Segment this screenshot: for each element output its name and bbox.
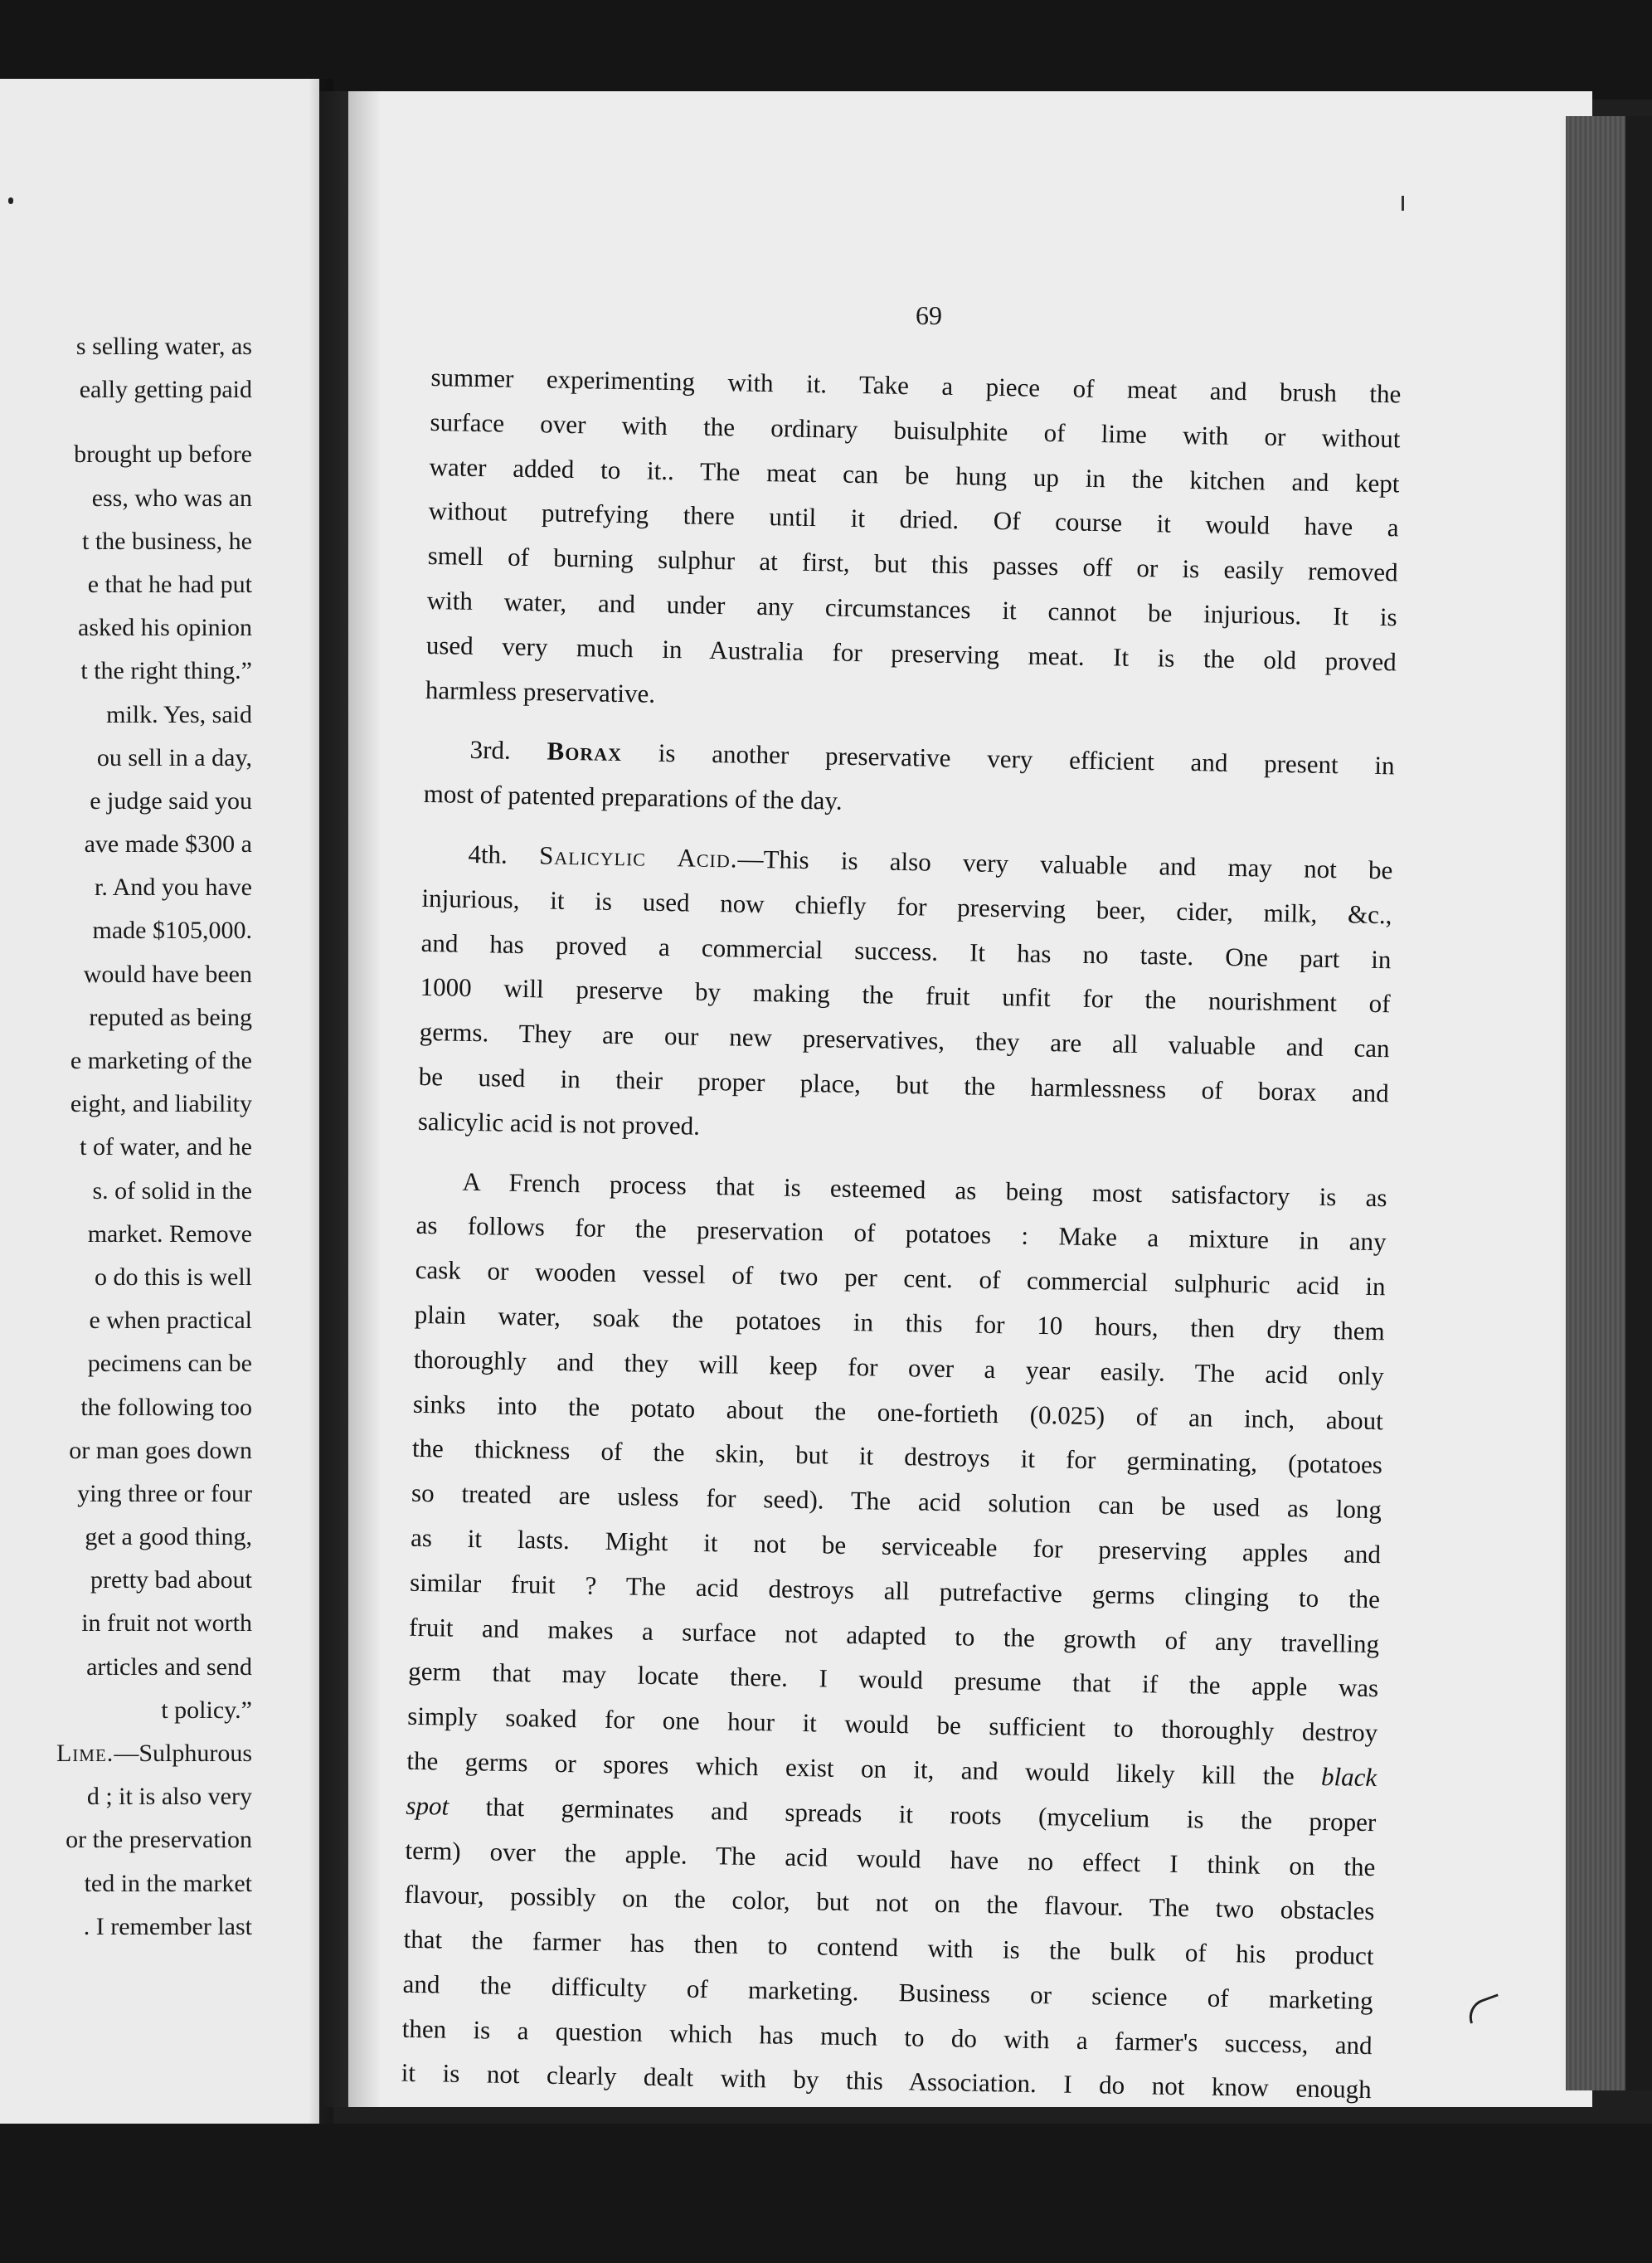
text-line: germ that may locate there. I would presume that if the apple was [408,1657,1379,1703]
text-line: harmless preservative. [425,674,656,708]
text-fragment: the germs or spores which exist on it, and would likely kill the [406,1745,1295,1791]
text-line: cask or wooden vessel of two per cent. of commercial sulphuric acid in [415,1254,1386,1302]
text-line: in fruit not worth [81,1609,252,1638]
text-fragment: that germinates and spreads it roots (mycelium is the proper [485,1792,1377,1837]
text-fragment: —Sulphurous [114,1740,252,1767]
left-page-text [0,325,252,1949]
text-fragment: —This is also very valuable and may not be [737,844,1393,885]
text-line: A French process that is esteemed as being most satisfactory is as [462,1166,1387,1212]
text-line: eally getting paid [79,376,252,404]
text-line: reputed as being [89,1003,252,1031]
text-line: t policy.” [161,1696,252,1724]
text-line: t of water, and he [80,1133,252,1161]
text-line: fruit and makes a surface not adapted to the growth of any travelling [408,1612,1380,1658]
paragraph-gap [0,411,252,433]
text-line: with water, and under any circumstances it cannot be injurious. It is [426,585,1397,632]
text-line: e that he had put [87,570,252,598]
text-line: that the farmer has then to contend with is the bulk of his product [403,1924,1374,1971]
text-line: d ; it is also very [86,1783,252,1811]
text-line: pecimens can be [87,1350,252,1378]
list-number: 3rd. [469,735,512,766]
heading-borax: Borax [547,736,623,767]
text-line: simply soaked for one hour it would be sufficient to thoroughly destroy [407,1701,1378,1748]
text-line: and has proved a commercial success. It has no taste. One part in [420,927,1392,974]
text-line: and the difficulty of marketing. Business or science of marketing [402,1969,1373,2016]
text-line: the following too [80,1393,252,1421]
text-line: sinks into the potato about the one-fortieth (0.025) of an inch, about [412,1389,1384,1435]
text-line: t the right thing.” [80,657,252,685]
text-line: summer experimenting with it. Take a piece of meat and brush the [430,362,1402,409]
text-line: be used in their proper place, but the harmlessness of borax and [418,1061,1389,1108]
text-line: e when practical [89,1307,252,1335]
scan-background-bottom [0,2124,1652,2263]
text-line: ave made $300 a [84,830,252,859]
text-line: without putrefying there until it dried. Of course it would have a [428,496,1399,543]
text-line: so treated are usless for seed). The acid solution can be used as long [411,1477,1382,1525]
heading-lime: Lime. [56,1740,114,1767]
text-line: smell of burning sulphur at first, but this passes off or is easily removed [427,541,1398,587]
italic-term: spot [406,1790,449,1821]
text-line: the thickness of the skin, but it destroys it for germinating, (potatoes [411,1433,1383,1480]
text-line: ou sell in a day, [96,743,252,771]
text-line: would have been [83,960,252,988]
text-line: pretty bad about [90,1566,252,1594]
text-line: surface over with the ordinary buisulphite of lime with or without [430,406,1401,454]
text-line: water added to it.. The meat can be hung up in the kitchen and kept [429,451,1400,498]
text-line: as follows for the preservation of potatoes : Make a mixture in any [415,1210,1387,1257]
text-line: most of patented preparations of the day. [423,779,843,815]
scan-background-right [1625,116,1652,2090]
text-line: germs. They are our new preservatives, they are all valuable and can [419,1017,1390,1063]
text-line: milk. Yes, said [106,700,252,728]
text-line: market. Remove [87,1219,252,1248]
text-line: ying three or four [77,1479,252,1507]
text-line: 1000 will preserve by making the fruit unfit for the nourishment of [420,972,1391,1019]
text-line: e judge said you [90,786,252,815]
page-number: 69 [916,300,942,330]
text-line: brought up before [74,440,252,469]
text-line: used very much in Australia for preserving meat. It is the old proved [425,630,1397,677]
stray-mark [8,197,13,204]
text-line: flavour, possibly on the color, but not on the flavour. The two obstacles [404,1880,1375,1926]
text-line: or man goes down [69,1436,252,1464]
text-line: ess, who was an [91,484,252,512]
text-line: t the business, he [82,527,252,555]
text-line: ted in the market [84,1869,252,1897]
text-line: o do this is well [94,1263,252,1291]
heading-salicylic-acid: Salicylic Acid. [538,840,738,874]
italic-term: black [1320,1761,1377,1793]
text-line: plain water, soak the potatoes in this for 10 hours, then dry them [414,1299,1385,1346]
text-line: articles and send [86,1652,252,1681]
right-page-gutter-shadow [348,91,381,2107]
text-line: . I remember last [83,1912,252,1940]
text-line: s selling water, as [75,333,252,360]
list-number: 4th. [468,839,508,869]
right-page-body [401,355,1401,2112]
text-line: s. of solid in the [92,1176,252,1204]
text-line: made $105,000. [92,917,252,945]
text-line: thoroughly and they will keep for over a year easily. The acid only [413,1344,1385,1390]
text-line: similar fruit ? The acid destroys all putrefactive germs clinging to the [409,1567,1381,1613]
text-line: e marketing of the [70,1047,252,1074]
text-line: r. And you have [95,874,252,902]
text-line: it is not clearly dealt with by this Association. I do not know enough [401,2058,1372,2105]
text-line [0,1732,252,1775]
text-line: eight, and liability [70,1090,252,1118]
text-line: term) over the apple. The acid would have no effect I think on the [405,1835,1376,1881]
text-line: injurious, it is used now chiefly for preserving beer, cider, milk, &c., [421,883,1392,930]
text-line: get a good thing, [85,1523,252,1551]
stray-mark [1402,196,1404,211]
text-line: salicylic acid is not proved. [417,1106,701,1141]
text-line: as it lasts. Might it not be serviceable for preserving apples and [410,1522,1382,1570]
text-fragment: is another preservative very efficient and present in [658,738,1395,781]
text-line: or the preservation [66,1826,252,1854]
text-line: then is a question which has much to do with a farmer's success, and [401,2013,1373,2060]
text-line: asked his opinion [78,614,252,642]
